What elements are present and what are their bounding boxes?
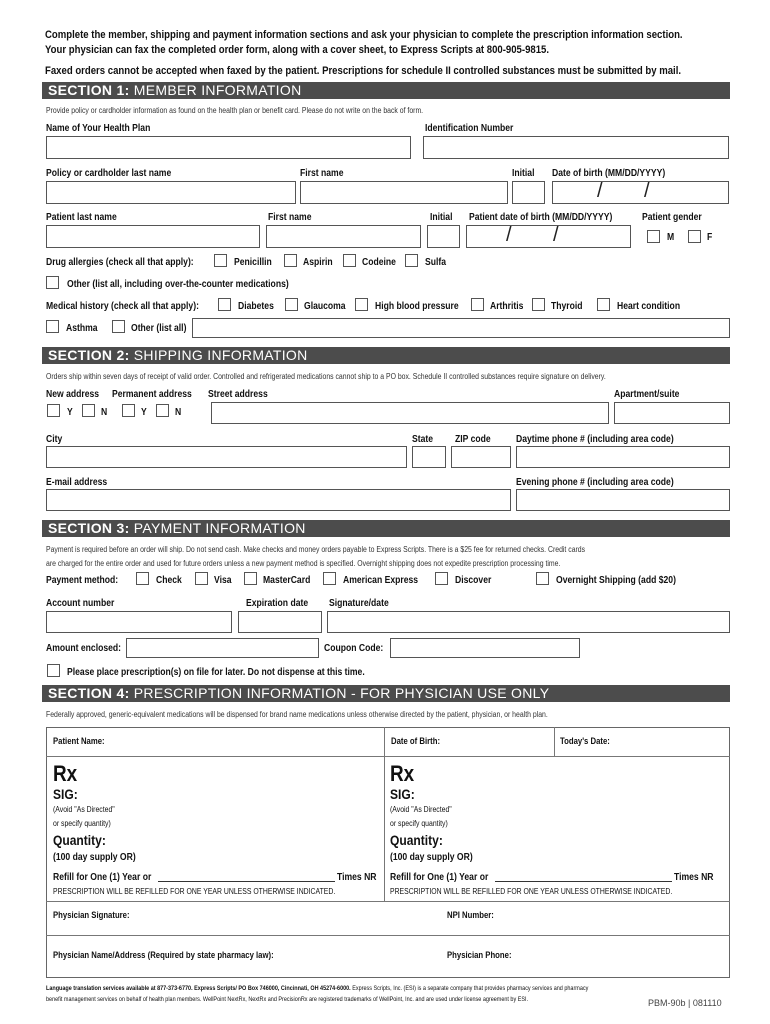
refill-end-1: Times NR [337, 872, 377, 883]
table-divider [46, 935, 730, 936]
high-blood-pressure-checkbox[interactable] [355, 298, 368, 311]
patient-dob-input[interactable] [466, 225, 631, 248]
discover-checkbox[interactable] [435, 572, 448, 585]
codeine-checkbox[interactable] [343, 254, 356, 267]
intro-line-3: Faxed orders cannot be accepted when faxed by the patient. Prescriptions for schedule II controlled substances must be submitted by mail. [45, 65, 682, 77]
amount-enclosed-input[interactable] [126, 638, 319, 658]
form-code-id: PBM-90b [648, 998, 686, 1008]
refill-start-1: Refill for One (1) Year or [53, 872, 152, 883]
sig-label-2: SIG: [390, 786, 415, 802]
form-code [648, 998, 722, 1008]
supply-note-1: (100 day supply OR) [53, 852, 136, 863]
form-code-separator: | [688, 998, 691, 1008]
drug-allergies-label: Drug allergies (check all that apply): [46, 257, 194, 268]
physician-signature-label: Physician Signature: [53, 910, 130, 920]
glaucoma-label: Glaucoma [304, 301, 346, 312]
sulfa-checkbox[interactable] [405, 254, 418, 267]
overnight-shipping-checkbox[interactable] [536, 572, 549, 585]
expiration-date-label: Expiration date [246, 598, 309, 609]
rx-symbol-1: Rx [53, 761, 78, 786]
gender-m-label: M [667, 232, 675, 243]
refill-line-1[interactable] [158, 881, 335, 882]
diabetes-label: Diabetes [238, 301, 274, 312]
permanent-address-no-label: N [175, 407, 182, 418]
cardholder-first-name-input[interactable] [300, 181, 508, 204]
apartment-label: Apartment/suite [614, 389, 680, 400]
prescription-table [46, 727, 730, 978]
permanent-address-label: Permanent address [112, 389, 192, 400]
section-4-title: PRESCRIPTION INFORMATION - FOR PHYSICIAN USE ONLY [133, 685, 550, 701]
signature-date-input[interactable] [327, 611, 730, 633]
street-address-input[interactable] [211, 402, 609, 424]
specify-note-1: or specify quantity) [53, 819, 111, 828]
patient-initial-input[interactable] [427, 225, 460, 248]
cardholder-last-name-label: Policy or cardholder last name [46, 168, 172, 179]
physician-phone-label: Physician Phone: [447, 950, 512, 960]
penicillin-label: Penicillin [234, 257, 272, 268]
allergy-other-label: Other (list all, including over-the-counter medications) [67, 279, 289, 290]
email-label: E-mail address [46, 477, 108, 488]
section-2-number: SECTION 2: [48, 347, 130, 363]
penicillin-checkbox[interactable] [214, 254, 227, 267]
check-checkbox[interactable] [136, 572, 149, 585]
cardholder-initial-input[interactable] [512, 181, 545, 204]
dob-separator: / [506, 224, 512, 246]
arthritis-checkbox[interactable] [471, 298, 484, 311]
evening-phone-label: Evening phone # (including area code) [516, 477, 674, 488]
zip-label: ZIP code [455, 434, 491, 445]
apartment-input[interactable] [614, 402, 730, 424]
sulfa-label: Sulfa [425, 257, 447, 268]
patient-first-name-input[interactable] [266, 225, 421, 248]
street-address-label: Street address [208, 389, 268, 400]
identification-number-input[interactable] [423, 136, 729, 159]
refill-line-2[interactable] [495, 881, 672, 882]
physician-name-address-label: Physician Name/Address (Required by state pharmacy law): [53, 950, 274, 960]
glaucoma-checkbox[interactable] [285, 298, 298, 311]
asthma-label: Asthma [66, 323, 98, 334]
patient-last-name-label: Patient last name [46, 212, 117, 223]
evening-phone-input[interactable] [516, 489, 730, 511]
refill-note-1: PRESCRIPTION WILL BE REFILLED FOR ONE YEAR UNLESS OTHERWISE INDICATED. [53, 887, 336, 896]
patient-name-label: Patient Name: [53, 736, 105, 746]
arthritis-label: Arthritis [490, 301, 524, 312]
section-2-title: SHIPPING INFORMATION [133, 347, 308, 363]
heart-condition-label: Heart condition [617, 301, 681, 312]
gender-f-label: F [707, 232, 713, 243]
expiration-date-input[interactable] [238, 611, 322, 633]
cardholder-dob-label: Date of birth (MM/DD/YYYY) [552, 168, 666, 179]
email-input[interactable] [46, 489, 511, 511]
mastercard-checkbox[interactable] [244, 572, 257, 585]
aspirin-checkbox[interactable] [284, 254, 297, 267]
cardholder-last-name-input[interactable] [46, 181, 296, 204]
rx-symbol-2: Rx [390, 761, 415, 786]
city-input[interactable] [46, 446, 407, 468]
american-express-checkbox[interactable] [323, 572, 336, 585]
daytime-phone-label: Daytime phone # (including area code) [516, 434, 674, 445]
new-address-no-label: N [101, 407, 108, 418]
heart-condition-checkbox[interactable] [597, 298, 610, 311]
avoid-note-1: (Avoid "As Directed" [53, 805, 115, 814]
supply-note-2: (100 day supply OR) [390, 852, 473, 863]
avoid-note-2: (Avoid "As Directed" [390, 805, 452, 814]
city-label: City [46, 434, 63, 445]
amount-enclosed-label: Amount enclosed: [46, 643, 122, 654]
footer-line-1 [46, 985, 588, 992]
section-2-note: Orders ship within seven days of receipt of valid order. Controlled and refrigerated medications cannot ship to a PO box. Schedule II controlled substances require signature on delivery. [46, 372, 606, 381]
quantity-label-1: Quantity: [53, 832, 106, 848]
visa-checkbox[interactable] [195, 572, 208, 585]
dob-separator: / [553, 224, 559, 246]
table-divider [46, 901, 730, 902]
section-1-title: MEMBER INFORMATION [133, 82, 302, 98]
cardholder-first-name-label: First name [300, 168, 344, 179]
cardholder-initial-label: Initial [512, 168, 535, 179]
payment-method-label: Payment method: [46, 575, 119, 586]
date-of-birth-label: Date of Birth: [391, 736, 441, 746]
table-divider [384, 727, 385, 901]
refill-note-2: PRESCRIPTION WILL BE REFILLED FOR ONE YEAR UNLESS OTHERWISE INDICATED. [390, 887, 673, 896]
codeine-label: Codeine [362, 257, 396, 268]
new-address-yes-label: Y [67, 407, 73, 418]
section-3-number: SECTION 3: [48, 520, 130, 536]
state-input[interactable] [412, 446, 446, 468]
npi-number-label: NPI Number: [447, 910, 494, 920]
cardholder-dob-input[interactable] [552, 181, 729, 204]
identification-number-label: Identification Number [425, 123, 514, 134]
account-number-input[interactable] [46, 611, 232, 633]
file-for-later-checkbox[interactable] [47, 664, 60, 677]
state-label: State [412, 434, 434, 445]
high-blood-pressure-label: High blood pressure [375, 301, 459, 312]
table-divider [554, 727, 555, 756]
gender-f-checkbox[interactable] [688, 230, 701, 243]
section-4-note: Federally approved, generic-equivalent medications will be dispensed for brand name medications unless otherwise directed by the patient, physician, or health plan. [46, 710, 548, 719]
section-2-header [42, 347, 730, 364]
medical-history-label: Medical history (check all that apply): [46, 301, 199, 312]
overnight-shipping-label: Overnight Shipping (add $20) [556, 575, 676, 586]
patient-dob-label: Patient date of birth (MM/DD/YYYY) [469, 212, 613, 223]
footer-line-2: benefit management services on behalf of health plan members. WellPoint NextRx, NextRx and PrecisionRx are registered trademarks of WellPoint, Inc. and are used under license agreement by ESI. [46, 996, 529, 1003]
file-for-later-label: Please place prescription(s) on file for later. Do not dispense at this time. [67, 667, 365, 678]
intro-line-1: Complete the member, shipping and payment information sections and ask your physician to complete the prescription information section. [45, 29, 683, 41]
new-address-label: New address [46, 389, 100, 400]
refill-end-2: Times NR [674, 872, 714, 883]
american-express-label: American Express [343, 575, 419, 586]
thyroid-label: Thyroid [551, 301, 583, 312]
coupon-code-label: Coupon Code: [324, 643, 384, 654]
refill-start-2: Refill for One (1) Year or [390, 872, 489, 883]
section-1-note: Provide policy or cardholder information as found on the health plan or benefit card. Please do not write on the back of form. [46, 106, 424, 115]
section-3-note-2: are charged for the entire order and used for future orders unless a new payment method is specified. Overnight shipping does not expedite prescription processing time. [46, 559, 561, 568]
patient-first-name-label: First name [268, 212, 312, 223]
new-address-no-checkbox[interactable] [82, 404, 95, 417]
section-1-header [42, 82, 730, 99]
health-plan-input[interactable] [46, 136, 411, 159]
patient-last-name-input[interactable] [46, 225, 260, 248]
visa-label: Visa [214, 575, 232, 586]
footer-rest-text: Express Scripts, Inc. (ESI) is a separate company that provides pharmacy services and pharmacy [350, 985, 589, 992]
mastercard-label: MasterCard [263, 575, 311, 586]
thyroid-checkbox[interactable] [532, 298, 545, 311]
footer-bold-text: Language translation services available at 877-373-6770. Express Scripts/ PO Box 746000, Cincinnati, OH 45274-6000. [46, 985, 351, 992]
section-3-title: PAYMENT INFORMATION [133, 520, 306, 536]
section-3-header [42, 520, 730, 537]
daytime-phone-input[interactable] [516, 446, 730, 468]
dob-separator: / [644, 180, 650, 202]
patient-gender-label: Patient gender [642, 212, 702, 223]
coupon-code-input[interactable] [390, 638, 580, 658]
todays-date-label: Today's Date: [560, 736, 610, 746]
zip-input[interactable] [451, 446, 511, 468]
patient-initial-label: Initial [430, 212, 453, 223]
form-code-date: 081110 [692, 998, 722, 1008]
gender-m-checkbox[interactable] [647, 230, 660, 243]
dob-separator: / [597, 180, 603, 202]
section-4-number: SECTION 4: [48, 685, 130, 701]
table-divider [46, 756, 730, 757]
permanent-address-no-checkbox[interactable] [156, 404, 169, 417]
permanent-address-yes-checkbox[interactable] [122, 404, 135, 417]
section-3-note-1: Payment is required before an order will ship. Do not send cash. Make checks and money orders payable to Express Scripts. There is a $25 fee for returned checks. Credit cards [46, 545, 586, 554]
diabetes-checkbox[interactable] [218, 298, 231, 311]
history-other-checkbox[interactable] [112, 320, 125, 333]
new-address-yes-checkbox[interactable] [47, 404, 60, 417]
signature-date-label: Signature/date [329, 598, 389, 609]
permanent-address-yes-label: Y [141, 407, 147, 418]
section-1-number: SECTION 1: [48, 82, 130, 98]
intro-line-2: Your physician can fax the completed order form, along with a cover sheet, to Express Scripts at 800-905-9815. [45, 44, 550, 56]
check-label: Check [156, 575, 182, 586]
specify-note-2: or specify quantity) [390, 819, 448, 828]
sig-label-1: SIG: [53, 786, 78, 802]
allergy-other-checkbox[interactable] [46, 276, 59, 289]
aspirin-label: Aspirin [303, 257, 333, 268]
discover-label: Discover [455, 575, 492, 586]
history-other-input[interactable] [192, 318, 730, 338]
quantity-label-2: Quantity: [390, 832, 443, 848]
health-plan-label: Name of Your Health Plan [46, 123, 151, 134]
section-4-header [42, 685, 730, 702]
account-number-label: Account number [46, 598, 115, 609]
asthma-checkbox[interactable] [46, 320, 59, 333]
history-other-label: Other (list all) [131, 323, 187, 334]
